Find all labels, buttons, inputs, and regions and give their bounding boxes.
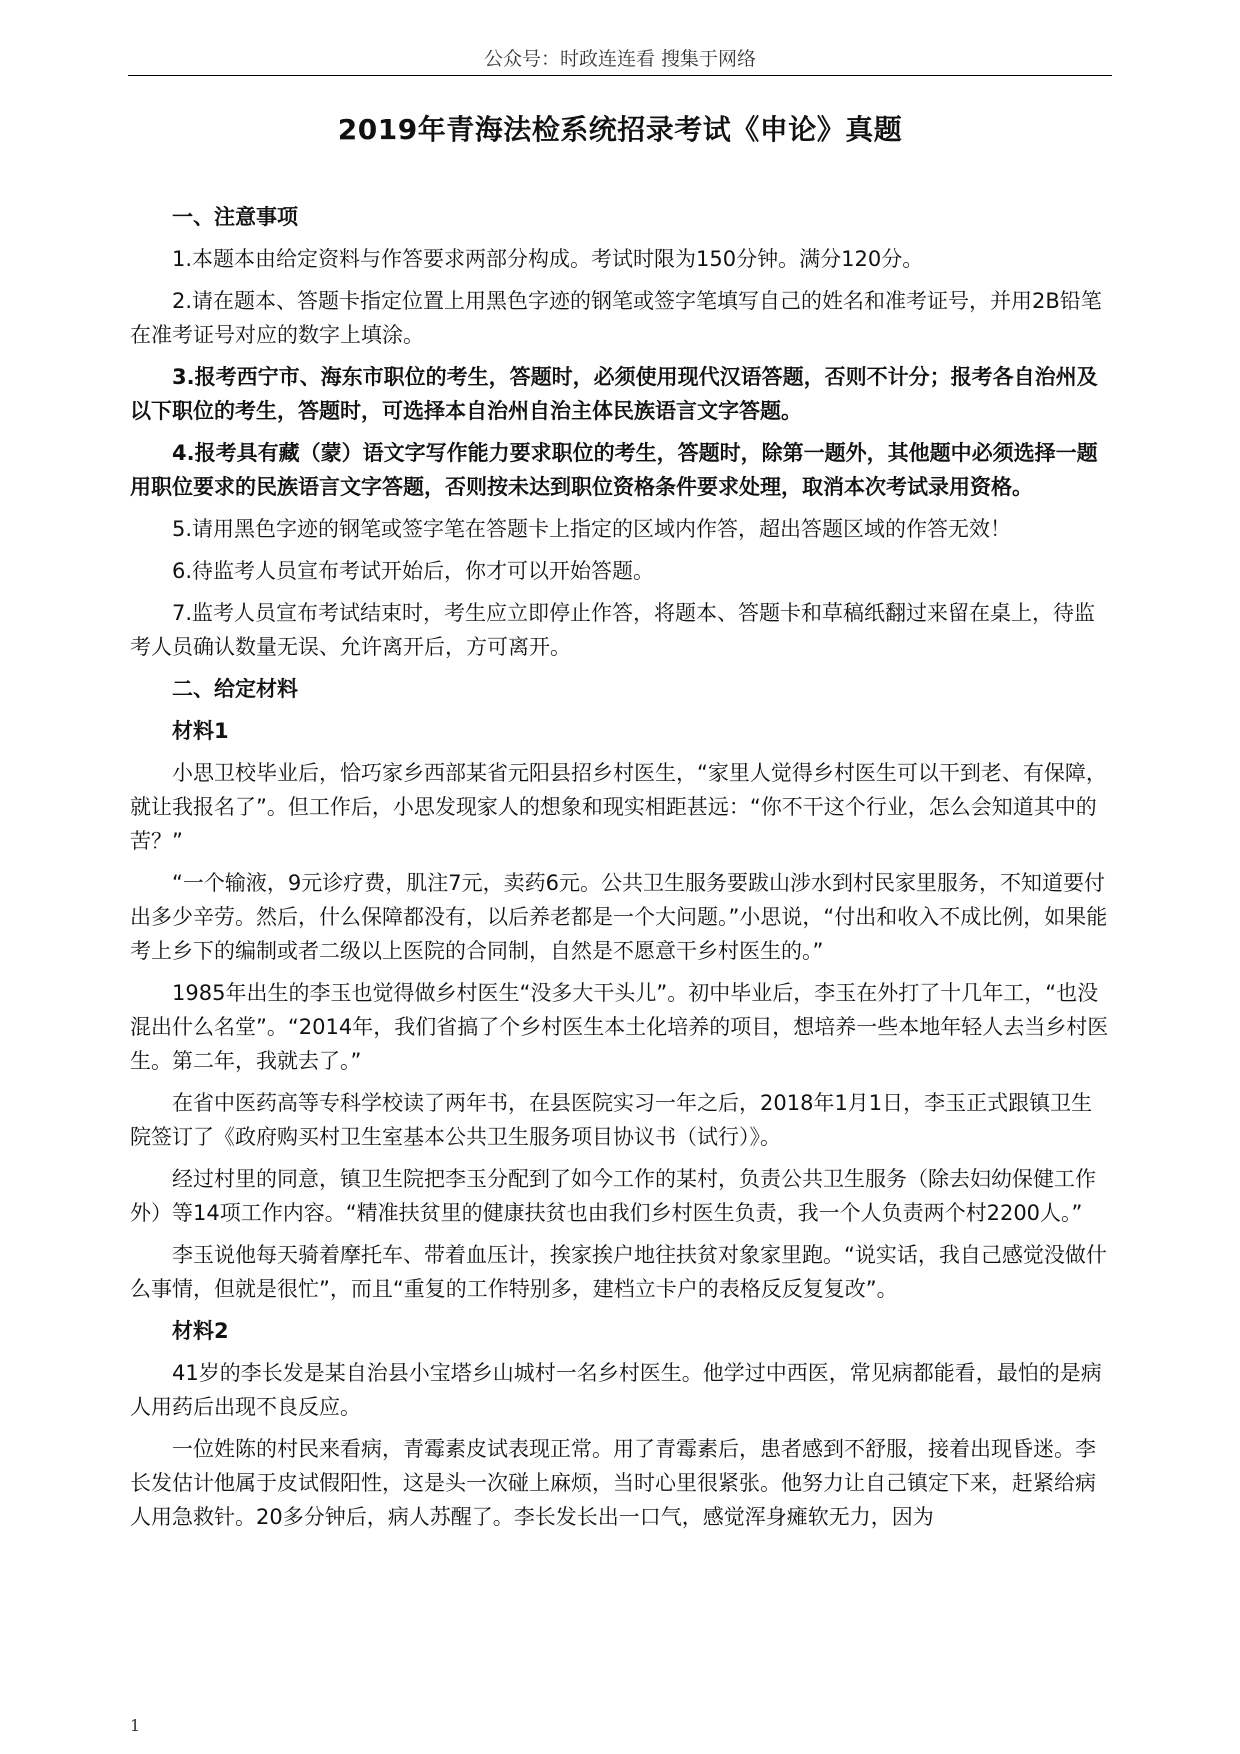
paragraph: 李玉说他每天骑着摩托车、带着血压计，挨家挨户地往扶贫对象家里跑。“说实话，我自己感觉没做什么事情，但就是很忙”，而且“重复的工作特别多，建档立卡户的表格反反复复改”。: [130, 1243, 1107, 1301]
section-heading: 一、注意事项: [172, 205, 298, 229]
paragraph: 经过村里的同意，镇卫生院把李玉分配到了如今工作的某村，负责公共卫生服务（除去妇幼保健工作外）等14项工作内容。“精准扶贫里的健康扶贫也由我们乡村医生负责，我一个人负责两个村2200人。”: [130, 1167, 1096, 1225]
paragraph: 小思卫校毕业后，恰巧家乡西部某省元阳县招乡村医生，“家里人觉得乡村医生可以干到老、有保障，就让我报名了”。但工作后，小思发现家人的想象和现实相距甚远：“你不干这个行业，怎么会知道其中的苦？”: [130, 761, 1107, 853]
paragraph: 3.报考西宁市、海东市职位的考生，答题时，必须使用现代汉语答题，否则不计分；报考各自治州及以下职位的考生，答题时，可选择本自治州自治主体民族语言文字答题。: [130, 365, 1098, 423]
paragraph: 41岁的李长发是某自治县小宝塔乡山城村一名乡村医生。他学过中西医，常见病都能看，最怕的是病人用药后出现不良反应。: [130, 1361, 1102, 1419]
paragraph: 2.请在题本、答题卡指定位置上用黑色字迹的钢笔或签字笔填写自己的姓名和准考证号，并用2B铅笔在准考证号对应的数字上填涂。: [130, 289, 1102, 347]
section-heading: 二、给定材料: [172, 677, 298, 701]
section-heading: 材料1: [172, 719, 229, 743]
paragraph: 1985年出生的李玉也觉得做乡村医生“没多大干头儿”。初中毕业后，李玉在外打了十几年工，“也没混出什么名堂”。“2014年，我们省搞了个乡村医生本土化培养的项目，想培养一些本地年轻人去当乡村医生。第二年，我就去了。”: [130, 981, 1109, 1073]
document-title: 2019年青海法检系统招录考试《申论》真题: [337, 113, 903, 146]
paragraph: 7.监考人员宣布考试结束时，考生应立即停止作答，将题本、答题卡和草稿纸翻过来留在桌上，待监考人员确认数量无误、允许离开后，方可离开。: [130, 601, 1096, 659]
page-number: 1: [130, 1716, 141, 1735]
paragraph: 6.待监考人员宣布考试开始后，你才可以开始答题。: [172, 559, 655, 583]
paragraph: “一个输液，9元诊疗费，肌注7元，卖药6元。公共卫生服务要跋山涉水到村民家里服务，不知道要付出多少辛劳。然后，什么保障都没有，以后养老都是一个大问题。”小思说，“付出和收入不成比例，如果能考上乡下的编制或者二级以上医院的合同制，自然是不愿意干乡村医生的。”: [130, 871, 1108, 963]
paragraph: 5.请用黑色字迹的钢笔或签字笔在答题卡上指定的区域内作答，超出答题区域的作答无效！: [172, 517, 1012, 541]
header-divider: [128, 75, 1112, 76]
paragraph: 4.报考具有藏（蒙）语文字写作能力要求职位的考生，答题时，除第一题外，其他题中必须选择一题用职位要求的民族语言文字答题，否则按未达到职位资格条件要求处理，取消本次考试录用资格。: [130, 441, 1098, 499]
paragraph: 一位姓陈的村民来看病，青霉素皮试表现正常。用了青霉素后，患者感到不舒服，接着出现昏迷。李长发估计他属于皮试假阳性，这是头一次碰上麻烦，当时心里很紧张。他努力让自己镇定下来，赶紧给病人用急救针。20多分钟后，病人苏醒了。李长发长出一口气，感觉浑身瘫软无力，因为: [130, 1437, 1096, 1529]
paragraph: 在省中医药高等专科学校读了两年书，在县医院实习一年之后，2018年1月1日，李玉正式跟镇卫生院签订了《政府购买村卫生室基本公共卫生服务项目协议书（试行）》。: [130, 1091, 1093, 1149]
section-heading: 材料2: [172, 1319, 229, 1343]
document-body: [130, 200, 1112, 1542]
paragraph: 1.本题本由给定资料与作答要求两部分构成。考试时限为150分钟。满分120分。: [172, 247, 924, 271]
header-note: 公众号：时政连连看 搜集于网络: [483, 48, 757, 70]
